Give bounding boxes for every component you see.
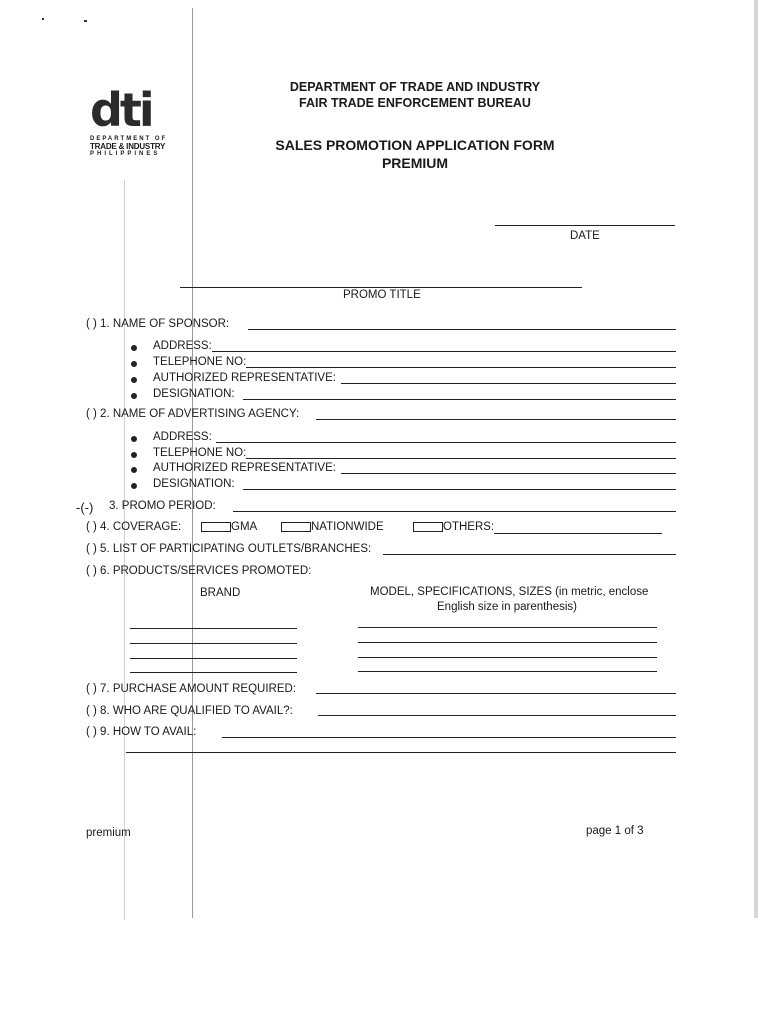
model-line[interactable] [358, 627, 657, 628]
item-2-representative-line[interactable] [341, 473, 676, 474]
date-line[interactable] [495, 225, 675, 226]
brand-column-header: BRAND [200, 587, 241, 599]
item-9-line-2[interactable] [126, 752, 676, 753]
others-label: OTHERS: [443, 521, 495, 533]
bullet [131, 361, 137, 367]
gma-label: GMA [231, 521, 258, 533]
nationwide-checkbox[interactable] [281, 522, 311, 532]
item-3-checkmark: -(-) [76, 500, 94, 515]
item-1-address-label: ADDRESS: [153, 340, 212, 352]
model-line[interactable] [358, 642, 657, 643]
bullet [131, 345, 137, 351]
nationwide-label: NATIONWIDE [311, 521, 384, 533]
date-label: DATE [570, 230, 600, 242]
item-2-designation-line[interactable] [243, 489, 676, 490]
item-1-address-line[interactable] [212, 351, 676, 352]
promo-title-label: PROMO TITLE [343, 289, 421, 301]
bullet [131, 452, 137, 458]
bullet [131, 436, 137, 442]
item-1-label: ( ) 1. NAME OF SPONSOR: [86, 318, 230, 330]
others-checkbox[interactable] [413, 522, 443, 532]
department-heading: DEPARTMENT OF TRADE AND INDUSTRY [289, 80, 541, 94]
item-2-address-label: ADDRESS: [153, 431, 212, 443]
logo-line-2: TRADE & INDUSTRY [90, 142, 166, 151]
item-9-label: ( ) 9. HOW TO AVAIL: [86, 726, 197, 738]
bullet [131, 377, 137, 383]
brand-line[interactable] [130, 643, 297, 644]
scan-speck [84, 20, 87, 22]
brand-line[interactable] [130, 628, 297, 629]
item-2-telephone-label: TELEPHONE NO: [153, 447, 247, 459]
brand-line[interactable] [130, 658, 297, 659]
item-1-telephone-label: TELEPHONE NO: [153, 356, 247, 368]
item-2-designation-label: DESIGNATION: [153, 478, 235, 490]
form-title: SALES PROMOTION APPLICATION FORM [275, 137, 555, 153]
promo-title-line[interactable] [180, 287, 582, 288]
model-line[interactable] [358, 671, 657, 672]
bureau-heading: FAIR TRADE ENFORCEMENT BUREAU [299, 96, 531, 110]
bullet [131, 483, 137, 489]
item-1-telephone-line[interactable] [246, 367, 676, 368]
item-2-line[interactable] [316, 419, 676, 420]
gma-checkbox[interactable] [201, 522, 231, 532]
item-1-representative-line[interactable] [341, 383, 676, 384]
item-5-label: ( ) 5. LIST OF PARTICIPATING OUTLETS/BRANCHES: [86, 543, 372, 555]
item-1-designation-line[interactable] [243, 399, 676, 400]
bullet [131, 467, 137, 473]
item-8-line[interactable] [318, 715, 676, 716]
item-3-line[interactable] [233, 511, 676, 512]
model-column-header-1: MODEL, SPECIFICATIONS, SIZES (in metric, enclose [370, 586, 649, 598]
others-line[interactable] [494, 533, 662, 534]
item-6-label: ( ) 6. PRODUCTS/SERVICES PROMOTED: [86, 565, 312, 577]
item-4-label: ( ) 4. COVERAGE: [86, 521, 182, 533]
item-5-line[interactable] [383, 554, 676, 555]
footer-form-name: premium [86, 827, 131, 839]
item-1-line[interactable] [248, 329, 676, 330]
item-3-label: 3. PROMO PERIOD: [109, 500, 216, 512]
item-7-line[interactable] [316, 693, 676, 694]
logo-line-1: DEPARTMENT OF [90, 136, 168, 142]
item-9-line[interactable] [222, 737, 676, 738]
model-column-header-2: English size in parenthesis) [437, 601, 577, 613]
item-1-representative-label: AUTHORIZED REPRESENTATIVE: [153, 372, 336, 384]
item-8-label: ( ) 8. WHO ARE QUALIFIED TO AVAIL?: [86, 705, 293, 717]
logo-line-3: PHILIPPINES [90, 151, 161, 157]
page-number: page 1 of 3 [586, 825, 644, 837]
item-2-representative-label: AUTHORIZED REPRESENTATIVE: [153, 462, 336, 474]
item-1-designation-label: DESIGNATION: [153, 388, 235, 400]
item-2-telephone-line[interactable] [246, 458, 676, 459]
brand-line[interactable] [130, 672, 297, 673]
item-2-address-line[interactable] [216, 442, 676, 443]
item-7-label: ( ) 7. PURCHASE AMOUNT REQUIRED: [86, 683, 297, 695]
form-subtitle: PREMIUM [381, 155, 449, 171]
model-line[interactable] [358, 657, 657, 658]
item-2-label: ( ) 2. NAME OF ADVERTISING AGENCY: [86, 408, 300, 420]
bullet [131, 393, 137, 399]
dti-logo-mark: dti [90, 83, 152, 137]
scan-speck [42, 18, 44, 20]
